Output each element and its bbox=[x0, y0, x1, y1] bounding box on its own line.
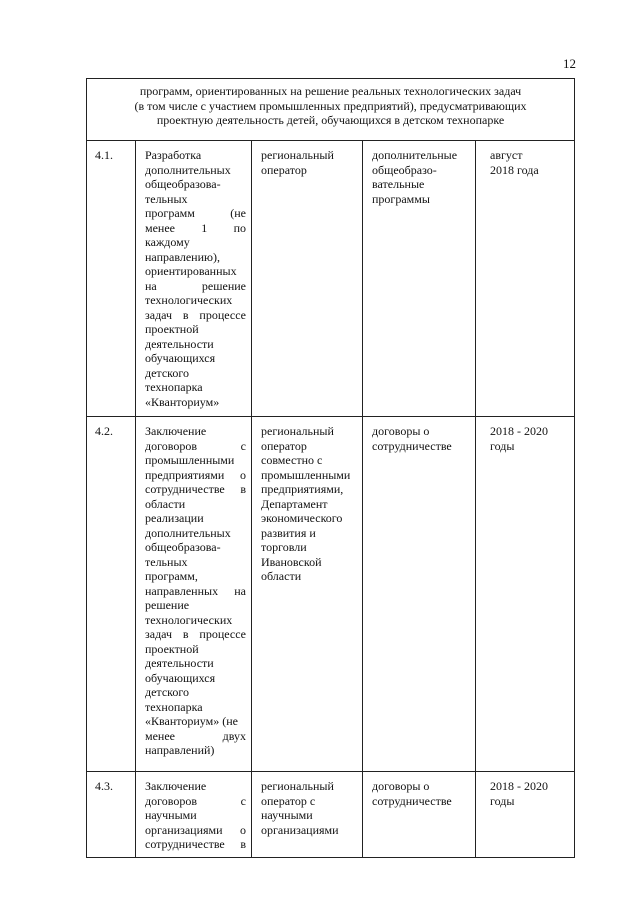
table-row bbox=[87, 141, 575, 417]
description-line: дополнительных bbox=[145, 162, 231, 177]
description-line: задач в процессе bbox=[145, 627, 246, 641]
responsible-line: предприятиями, bbox=[261, 482, 344, 496]
description-line: направленных на bbox=[145, 583, 246, 598]
description-line: задач в процессе bbox=[145, 307, 246, 322]
description-line: реализации bbox=[145, 511, 204, 525]
table-row bbox=[87, 772, 575, 858]
description-line: детского bbox=[145, 365, 189, 380]
deadline-line: 2018 - 2020 bbox=[490, 424, 548, 438]
description-line: дополнительных bbox=[145, 525, 231, 540]
deadline-line: годы bbox=[490, 793, 515, 808]
deadline-cell bbox=[476, 772, 575, 858]
description-line: предприятиями о bbox=[145, 467, 246, 482]
section-header-row bbox=[87, 79, 575, 141]
description-line: решение bbox=[145, 598, 190, 612]
deadline-line: годы bbox=[490, 438, 515, 453]
description-line: области bbox=[145, 496, 186, 511]
description-line: ориентированных bbox=[145, 264, 237, 278]
responsible-line: развития и bbox=[261, 525, 316, 540]
result-line: сотрудничестве bbox=[372, 438, 452, 453]
responsible-cell bbox=[252, 141, 363, 417]
description-line: технологических bbox=[145, 612, 233, 627]
description-line: проектной bbox=[145, 641, 199, 656]
responsible-line: организациями bbox=[261, 822, 339, 837]
result-cell bbox=[363, 417, 476, 772]
description-line: деятельности bbox=[145, 336, 214, 351]
description-line: каждому bbox=[145, 235, 190, 249]
description-line: организациями о bbox=[145, 822, 246, 837]
description-line: сотрудничестве в bbox=[145, 482, 246, 496]
description-line: Заключение bbox=[145, 424, 207, 438]
result-line: вательные bbox=[372, 177, 425, 191]
responsible-line: оператор с bbox=[261, 793, 316, 808]
result-line: договоры о bbox=[372, 779, 430, 793]
description-cell bbox=[136, 772, 252, 858]
description-line: направлений) bbox=[145, 743, 215, 757]
responsible-line: торговли bbox=[261, 540, 307, 554]
responsible-line: оператор bbox=[261, 438, 307, 453]
description-cell bbox=[136, 141, 252, 417]
responsible-line: Ивановской bbox=[261, 554, 322, 569]
description-line: технологических bbox=[145, 293, 233, 307]
responsible-cell bbox=[252, 417, 363, 772]
description-line: менее 1 по bbox=[145, 220, 246, 235]
description-line: «Кванториум» bbox=[145, 394, 220, 409]
responsible-line: региональный bbox=[261, 424, 334, 438]
responsible-line: Департамент bbox=[261, 496, 328, 511]
description-line: общеобразова- bbox=[145, 177, 221, 191]
description-line: научными bbox=[145, 808, 197, 822]
row-number: 4.2. bbox=[95, 424, 113, 438]
responsible-line: оператор bbox=[261, 162, 307, 177]
description-line: договоров с bbox=[145, 438, 246, 453]
description-line: направлению), bbox=[145, 249, 220, 264]
description-line: «Кванториум» (не bbox=[145, 714, 238, 728]
row-number: 4.1. bbox=[95, 148, 113, 162]
section-header-line: (в том числе с участием промышленных предприятий), предусматривающих bbox=[134, 98, 527, 113]
deadline-line: август bbox=[490, 148, 523, 162]
description-line: детского bbox=[145, 685, 189, 699]
row-number-cell bbox=[87, 417, 136, 772]
responsible-cell bbox=[252, 772, 363, 858]
description-line: Заключение bbox=[145, 779, 207, 793]
description-line: Разработка bbox=[145, 148, 202, 162]
responsible-line: экономического bbox=[261, 511, 343, 525]
result-line: дополнительные bbox=[372, 148, 458, 162]
description-line: программ, bbox=[145, 569, 198, 583]
result-line: сотрудничестве bbox=[372, 793, 452, 808]
result-line: общеобразо- bbox=[372, 162, 437, 177]
result-line: договоры о bbox=[372, 424, 430, 438]
description-line: проектной bbox=[145, 322, 199, 336]
description-line: технопарка bbox=[145, 380, 203, 394]
responsible-line: научными bbox=[261, 808, 313, 822]
description-line: промышленными bbox=[145, 453, 235, 467]
deadline-cell bbox=[476, 141, 575, 417]
page-number: 12 bbox=[563, 56, 576, 71]
result-line: программы bbox=[372, 191, 430, 206]
description-line: менее двух bbox=[145, 728, 246, 743]
responsible-line: региональный bbox=[261, 148, 334, 162]
section-header-line: программ, ориентированных на решение реальных технологических задач bbox=[139, 84, 522, 98]
activity-table bbox=[86, 78, 575, 858]
responsible-line: промышленными bbox=[261, 467, 351, 482]
description-line: тельных bbox=[145, 554, 188, 569]
row-number: 4.3. bbox=[95, 779, 113, 793]
description-line: программ (не bbox=[145, 206, 246, 220]
deadline-line: 2018 года bbox=[490, 162, 539, 177]
description-line: тельных bbox=[145, 191, 188, 206]
description-line: деятельности bbox=[145, 656, 214, 670]
description-line: общеобразова- bbox=[145, 540, 221, 554]
description-line: технопарка bbox=[145, 699, 203, 714]
description-line: обучающихся bbox=[145, 670, 216, 685]
section-header bbox=[87, 79, 575, 141]
result-cell bbox=[363, 141, 476, 417]
description-cell bbox=[136, 417, 252, 772]
responsible-line: области bbox=[261, 569, 302, 583]
responsible-line: совместно с bbox=[261, 453, 323, 467]
row-number-cell bbox=[87, 772, 136, 858]
section-header-line: проектную деятельность детей, обучающихся в детском технопарке bbox=[156, 113, 505, 127]
result-cell bbox=[363, 772, 476, 858]
row-number-cell bbox=[87, 141, 136, 417]
description-line: сотрудничестве в bbox=[145, 837, 246, 851]
description-line: обучающихся bbox=[145, 351, 216, 365]
description-line: договоров с bbox=[145, 793, 246, 808]
responsible-line: региональный bbox=[261, 779, 334, 793]
deadline-cell bbox=[476, 417, 575, 772]
table-row bbox=[87, 417, 575, 772]
deadline-line: 2018 - 2020 bbox=[490, 779, 548, 793]
description-line: на решение bbox=[145, 278, 246, 293]
